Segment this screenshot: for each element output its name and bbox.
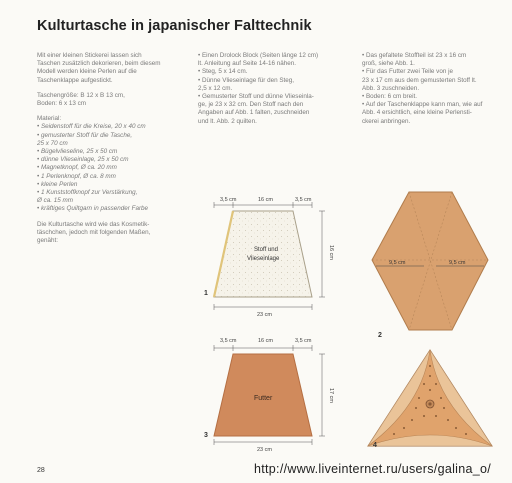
fig1-dim-top-left: 3,5 cm: [220, 197, 237, 203]
instruction-line: Abb. 4 ersichtlich, eine kleine Perlensti-: [362, 109, 472, 117]
instruction-line: lt. Anleitung auf Seite 14-16 nähen.: [198, 60, 297, 68]
instruction-line: • Für das Futter zwei Teile von je: [362, 68, 453, 76]
instruction-line: 2,5 x 12 cm.: [198, 84, 233, 92]
size-paragraph: [37, 92, 187, 108]
figure-4-diagram: [364, 346, 496, 452]
instruction-line: groß, siehe Abb. 1.: [362, 60, 415, 68]
page-title: Kulturtasche in japanischer Falttechnik: [37, 18, 312, 34]
instruction-line: und lt. Abb. 2 quilten.: [198, 117, 257, 125]
fig1-fabric-shape: [214, 211, 312, 297]
size-line: Boden: 6 x 13 cm: [37, 100, 87, 108]
material-item: • Magnetknopf, Ø ca. 20 mm: [37, 164, 117, 172]
instruction-line: ckerei anbringen.: [362, 117, 411, 125]
material-item: • gemusterter Stoff für die Tasche,: [37, 131, 133, 139]
material-item: • Bügelvlieseline, 25 x 50 cm: [37, 148, 118, 156]
size-line: Taschengröße: B 12 x B 13 cm,: [37, 91, 125, 99]
intro-line: Taschen zusätzlich dekorieren, beim diesem: [37, 60, 161, 68]
outro-line: Die Kulturtasche wird wie das Kosmetik-: [37, 220, 150, 228]
column-3: [362, 52, 502, 126]
outro-paragraph: [37, 221, 187, 246]
figure-2-diagram: [364, 188, 494, 340]
page-number: 28: [37, 467, 45, 474]
instruction-line: • Auf der Taschenklappe kann man, wie auf: [362, 101, 483, 109]
figure-1-number: 1: [204, 290, 208, 297]
figure-4-number: 4: [373, 442, 377, 449]
fig3-dim-width: 23 cm: [257, 447, 272, 452]
instruction-line: Angaben auf Abb. 1 falten, zuschneiden: [198, 109, 310, 117]
material-item: 25 x 70 cm: [37, 139, 68, 147]
fig1-dim-height: 16 cm: [328, 245, 334, 260]
fig3-dim-top-left: 3,5 cm: [220, 338, 237, 344]
material-item: • Seidenstoff für die Kreise, 20 x 40 cm: [37, 123, 146, 131]
fig3-dim-top-right: 3,5 cm: [295, 338, 312, 344]
fig4-triangle-flap: [368, 350, 492, 446]
instruction-line: • Einen Drolock Block (Seiten länge 12 cm): [198, 52, 319, 59]
fig1-dim-top-right: 3,5 cm: [295, 197, 312, 203]
material-item: • dünne Vlieseinlage, 25 x 50 cm: [37, 156, 129, 164]
instruction-line: • Dünne Vlieseinlage für den Steg,: [198, 76, 295, 84]
fig3-label: Futter: [254, 395, 273, 402]
fig1-dim-width: 23 cm: [257, 312, 272, 318]
material-item: • kleine Perlen: [37, 180, 78, 188]
watermark-url: http://www.liveinternet.ru/users/galina_o/: [254, 462, 492, 476]
figure-2-number: 2: [378, 332, 382, 339]
intro-paragraph: [37, 52, 187, 85]
instruction-line: • Boden: 6 cm breit.: [362, 93, 418, 101]
material-item: • 1 Perlenknopf, Ø ca. 8 mm: [37, 172, 116, 180]
outro-line: genäht:: [37, 237, 59, 245]
fig2-dim-right: 9,5 cm: [449, 260, 466, 266]
fig1-label-line2: Vlieseinlage: [247, 256, 280, 262]
instruction-line: • Steg, 5 x 14 cm.: [198, 68, 248, 76]
fig2-dim-left: 9,5 cm: [389, 260, 406, 266]
instruction-line: ge, je 23 x 32 cm. Den Stoff nach den: [198, 101, 304, 109]
fig3-dim-top-mid: 16 cm: [258, 338, 273, 344]
material-list: [37, 115, 187, 213]
instruction-line: • Gemusterter Stoff und dünne Vlieseinla-: [198, 93, 314, 101]
figure-3-number: 3: [204, 432, 208, 439]
figure-1-diagram: [196, 193, 338, 323]
intro-line: Modell werden kleine Perlen auf die: [37, 68, 137, 76]
figure-3-diagram: [196, 334, 338, 452]
material-item: • 1 Kunststoffknopf zur Verstärkung,: [37, 189, 138, 197]
intro-line: Taschenklappe aufgestickt.: [37, 76, 113, 84]
fig1-dim-top-mid: 16 cm: [258, 197, 273, 203]
instruction-line: • Das gefaltete Stoffteil ist 23 x 16 cm: [362, 52, 467, 59]
material-heading: Material:: [37, 115, 62, 123]
material-item: • kräftiges Quiltgarn in passender Farbe: [37, 205, 149, 213]
intro-line: Mit einer kleinen Stickerei lassen sich: [37, 52, 142, 59]
column-2: [198, 52, 348, 126]
fig1-label-line1: Stoff und: [254, 247, 278, 253]
column-1: [37, 52, 187, 252]
instruction-line: Abb. 3 zuschneiden.: [362, 84, 420, 92]
instruction-line: 23 x 17 cm aus dem gemusterten Stoff lt.: [362, 76, 477, 84]
outro-line: täschchen, jedoch mit folgenden Maßen,: [37, 228, 151, 236]
material-item: Ø ca. 15 mm: [37, 197, 74, 205]
fig3-dim-height: 17 cm: [328, 388, 334, 403]
